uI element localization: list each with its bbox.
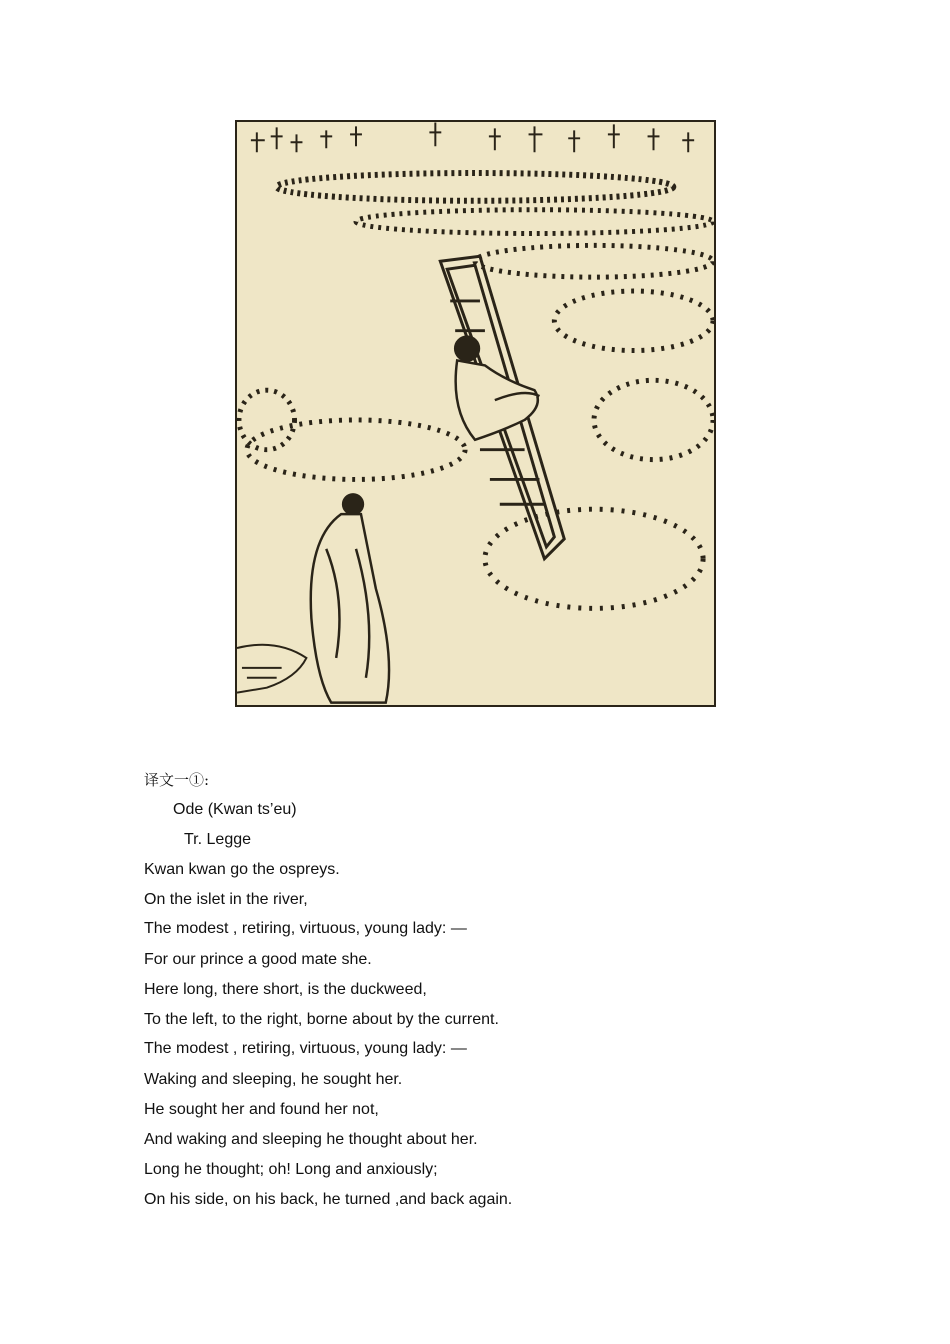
- poem-title: Ode (Kwan ts’eu): [173, 801, 297, 818]
- poem-line: The modest , retiring, virtuous, young lady: —: [144, 920, 467, 937]
- poem-line: The modest , retiring, virtuous, young lady: —: [144, 1040, 467, 1057]
- poem-line: Kwan kwan go the ospreys.: [144, 861, 340, 878]
- poem-line: And waking and sleeping he thought about her.: [144, 1131, 478, 1148]
- poem-line: For our prince a good mate she.: [144, 951, 372, 968]
- poem-line: On his side, on his back, he turned ,and back again.: [144, 1191, 513, 1208]
- poem-line: He sought her and found her not,: [144, 1101, 379, 1118]
- poem-line: To the left, to the right, borne about by the current.: [144, 1011, 499, 1028]
- translator: Tr. Legge: [184, 831, 252, 848]
- poem-line: Long he thought; oh! Long and anxiously;: [144, 1161, 438, 1178]
- illustration-image: [235, 120, 716, 707]
- poem-line: Here long, there short, is the duckweed,: [144, 981, 427, 998]
- translation-heading: 译文一①:: [144, 771, 210, 789]
- poem-line: Waking and sleeping, he sought her.: [144, 1071, 403, 1088]
- poem-line: On the islet in the river,: [144, 891, 308, 908]
- ink-drawing: [237, 122, 714, 705]
